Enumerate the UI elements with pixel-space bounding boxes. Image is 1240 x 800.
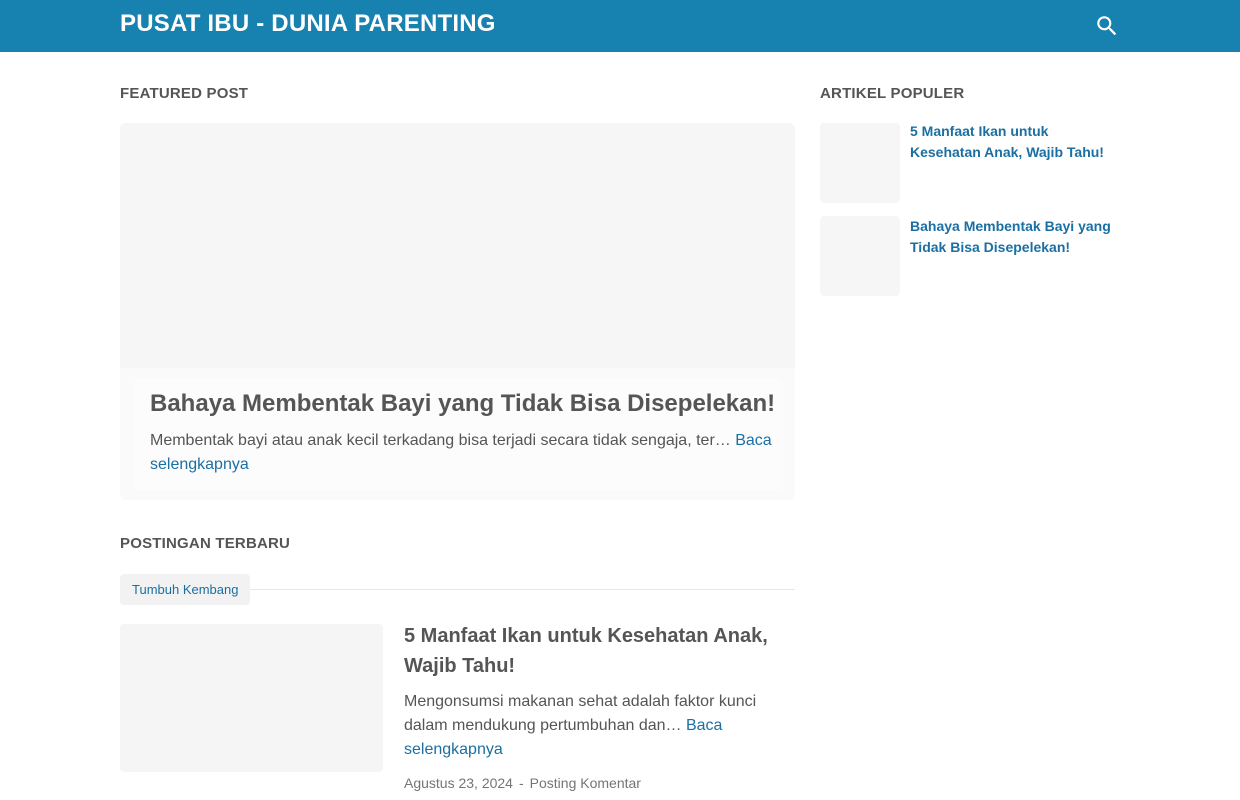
site-header — [0, 0, 1240, 52]
post-thumbnail[interactable] — [120, 624, 383, 772]
recent-section-title: POSTINGAN TERBARU — [120, 535, 291, 552]
label-divider — [250, 589, 795, 590]
featured-post-snippet — [150, 429, 780, 477]
post-snippet — [404, 690, 784, 762]
post-meta — [404, 773, 641, 793]
featured-read-more-link[interactable]: Baca selengkapnya — [150, 432, 772, 473]
featured-snippet-text: Membentak bayi atau anak kecil terkadang bisa terjadi secara tidak sengaja, ter… — [150, 432, 731, 449]
popular-item-thumbnail[interactable] — [820, 216, 900, 296]
post-date[interactable]: Agustus 23, 2024 — [404, 775, 513, 791]
popular-item-title[interactable]: Bahaya Membentak Bayi yang Tidak Bisa Disepelekan! — [910, 218, 1111, 255]
popular-item-thumbnail[interactable] — [820, 123, 900, 203]
meta-separator: - — [518, 775, 524, 791]
label-chip-tumbuh-kembang[interactable]: Tumbuh Kembang — [120, 574, 250, 605]
featured-post-image[interactable] — [120, 123, 795, 368]
featured-section-title: FEATURED POST — [120, 85, 249, 102]
search-button[interactable] — [1094, 13, 1120, 39]
post-comment-link[interactable]: Posting Komentar — [529, 775, 641, 791]
post-title[interactable]: 5 Manfaat Ikan untuk Kesehatan Anak, Wajib Tahu! — [404, 625, 768, 677]
popular-section-title: ARTIKEL POPULER — [820, 85, 965, 102]
popular-item-title[interactable]: 5 Manfaat Ikan untuk Kesehatan Anak, Wajib Tahu! — [910, 123, 1104, 160]
post-read-more-link[interactable]: Baca selengkapnya — [404, 717, 723, 758]
search-icon — [1094, 13, 1120, 39]
site-title-link[interactable]: PUSAT IBU - DUNIA PARENTING — [120, 10, 496, 37]
featured-post-title[interactable]: Bahaya Membentak Bayi yang Tidak Bisa Disepelekan! — [150, 390, 776, 417]
post-snippet-text: Mengonsumsi makanan sehat adalah faktor kunci dalam mendukung pertumbuhan dan… — [404, 693, 757, 734]
